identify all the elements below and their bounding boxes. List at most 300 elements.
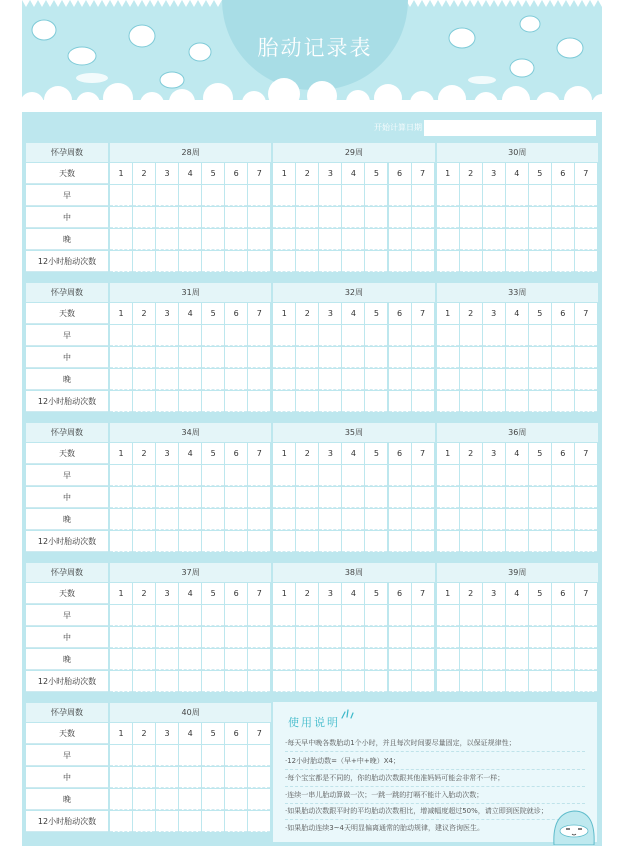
count-cell-evening[interactable] bbox=[225, 369, 247, 390]
count-cell-total[interactable] bbox=[319, 671, 341, 692]
count-cell-morning[interactable] bbox=[248, 605, 270, 626]
count-cell-morning[interactable] bbox=[179, 745, 201, 766]
count-cell-evening[interactable] bbox=[575, 229, 597, 250]
count-cell-noon[interactable] bbox=[483, 347, 505, 368]
count-cell-total[interactable] bbox=[202, 671, 224, 692]
count-cell-evening[interactable] bbox=[110, 649, 132, 670]
count-cell-noon[interactable] bbox=[296, 207, 318, 228]
count-cell-morning[interactable] bbox=[296, 605, 318, 626]
count-cell-total[interactable] bbox=[412, 251, 434, 272]
count-cell-morning[interactable] bbox=[179, 605, 201, 626]
count-cell-evening[interactable] bbox=[296, 509, 318, 530]
count-cell-morning[interactable] bbox=[156, 325, 178, 346]
count-cell-morning[interactable] bbox=[248, 185, 270, 206]
count-cell-total[interactable] bbox=[437, 671, 459, 692]
count-cell-noon[interactable] bbox=[179, 487, 201, 508]
count-cell-evening[interactable] bbox=[437, 509, 459, 530]
count-cell-noon[interactable] bbox=[110, 207, 132, 228]
count-cell-noon[interactable] bbox=[319, 627, 341, 648]
count-cell-total[interactable] bbox=[202, 251, 224, 272]
count-cell-total[interactable] bbox=[179, 671, 201, 692]
count-cell-morning[interactable] bbox=[110, 745, 132, 766]
count-cell-morning[interactable] bbox=[506, 605, 528, 626]
count-cell-noon[interactable] bbox=[202, 207, 224, 228]
count-cell-noon[interactable] bbox=[248, 347, 270, 368]
count-cell-morning[interactable] bbox=[342, 465, 364, 486]
count-cell-morning[interactable] bbox=[296, 465, 318, 486]
count-cell-total[interactable] bbox=[389, 251, 411, 272]
count-cell-evening[interactable] bbox=[552, 229, 574, 250]
count-cell-noon[interactable] bbox=[342, 207, 364, 228]
count-cell-total[interactable] bbox=[460, 531, 482, 552]
count-cell-evening[interactable] bbox=[412, 649, 434, 670]
count-cell-total[interactable] bbox=[248, 671, 270, 692]
count-cell-noon[interactable] bbox=[506, 487, 528, 508]
count-cell-evening[interactable] bbox=[225, 509, 247, 530]
count-cell-morning[interactable] bbox=[273, 325, 295, 346]
count-cell-morning[interactable] bbox=[133, 605, 155, 626]
count-cell-morning[interactable] bbox=[156, 185, 178, 206]
count-cell-evening[interactable] bbox=[225, 789, 247, 810]
count-cell-noon[interactable] bbox=[202, 627, 224, 648]
count-cell-total[interactable] bbox=[437, 251, 459, 272]
count-cell-noon[interactable] bbox=[296, 487, 318, 508]
count-cell-evening[interactable] bbox=[110, 789, 132, 810]
count-cell-total[interactable] bbox=[225, 811, 247, 832]
count-cell-total[interactable] bbox=[296, 531, 318, 552]
count-cell-morning[interactable] bbox=[389, 465, 411, 486]
count-cell-morning[interactable] bbox=[506, 465, 528, 486]
count-cell-morning[interactable] bbox=[225, 185, 247, 206]
count-cell-morning[interactable] bbox=[389, 605, 411, 626]
count-cell-evening[interactable] bbox=[460, 649, 482, 670]
count-cell-morning[interactable] bbox=[202, 745, 224, 766]
count-cell-noon[interactable] bbox=[529, 347, 551, 368]
count-cell-evening[interactable] bbox=[529, 229, 551, 250]
count-cell-evening[interactable] bbox=[483, 369, 505, 390]
count-cell-noon[interactable] bbox=[342, 627, 364, 648]
count-cell-morning[interactable] bbox=[389, 185, 411, 206]
count-cell-total[interactable] bbox=[342, 671, 364, 692]
count-cell-morning[interactable] bbox=[437, 605, 459, 626]
count-cell-evening[interactable] bbox=[342, 369, 364, 390]
count-cell-noon[interactable] bbox=[460, 487, 482, 508]
count-cell-noon[interactable] bbox=[225, 627, 247, 648]
count-cell-evening[interactable] bbox=[437, 649, 459, 670]
count-cell-total[interactable] bbox=[483, 391, 505, 412]
count-cell-total[interactable] bbox=[296, 671, 318, 692]
count-cell-total[interactable] bbox=[437, 531, 459, 552]
count-cell-evening[interactable] bbox=[460, 509, 482, 530]
count-cell-morning[interactable] bbox=[437, 325, 459, 346]
count-cell-evening[interactable] bbox=[110, 229, 132, 250]
count-cell-morning[interactable] bbox=[296, 325, 318, 346]
count-cell-evening[interactable] bbox=[273, 229, 295, 250]
count-cell-morning[interactable] bbox=[110, 605, 132, 626]
count-cell-evening[interactable] bbox=[133, 509, 155, 530]
count-cell-evening[interactable] bbox=[225, 649, 247, 670]
count-cell-morning[interactable] bbox=[552, 185, 574, 206]
count-cell-evening[interactable] bbox=[273, 649, 295, 670]
count-cell-noon[interactable] bbox=[156, 207, 178, 228]
count-cell-total[interactable] bbox=[202, 531, 224, 552]
count-cell-total[interactable] bbox=[506, 251, 528, 272]
count-cell-total[interactable] bbox=[156, 531, 178, 552]
count-cell-evening[interactable] bbox=[179, 789, 201, 810]
count-cell-total[interactable] bbox=[156, 391, 178, 412]
count-cell-total[interactable] bbox=[529, 671, 551, 692]
count-cell-total[interactable] bbox=[575, 531, 597, 552]
count-cell-noon[interactable] bbox=[365, 347, 387, 368]
count-cell-evening[interactable] bbox=[225, 229, 247, 250]
count-cell-evening[interactable] bbox=[319, 649, 341, 670]
count-cell-noon[interactable] bbox=[506, 627, 528, 648]
count-cell-morning[interactable] bbox=[202, 605, 224, 626]
count-cell-total[interactable] bbox=[179, 531, 201, 552]
count-cell-total[interactable] bbox=[248, 251, 270, 272]
count-cell-total[interactable] bbox=[248, 391, 270, 412]
count-cell-total[interactable] bbox=[412, 671, 434, 692]
count-cell-total[interactable] bbox=[225, 251, 247, 272]
count-cell-morning[interactable] bbox=[552, 325, 574, 346]
count-cell-evening[interactable] bbox=[248, 229, 270, 250]
count-cell-total[interactable] bbox=[552, 391, 574, 412]
count-cell-noon[interactable] bbox=[460, 347, 482, 368]
count-cell-evening[interactable] bbox=[483, 229, 505, 250]
count-cell-total[interactable] bbox=[460, 251, 482, 272]
count-cell-evening[interactable] bbox=[437, 369, 459, 390]
count-cell-noon[interactable] bbox=[319, 487, 341, 508]
count-cell-evening[interactable] bbox=[460, 229, 482, 250]
count-cell-noon[interactable] bbox=[575, 627, 597, 648]
count-cell-evening[interactable] bbox=[202, 509, 224, 530]
count-cell-morning[interactable] bbox=[202, 185, 224, 206]
count-cell-noon[interactable] bbox=[529, 627, 551, 648]
count-cell-morning[interactable] bbox=[133, 745, 155, 766]
count-cell-total[interactable] bbox=[202, 811, 224, 832]
count-cell-noon[interactable] bbox=[248, 487, 270, 508]
count-cell-noon[interactable] bbox=[483, 627, 505, 648]
count-cell-noon[interactable] bbox=[202, 487, 224, 508]
count-cell-evening[interactable] bbox=[296, 229, 318, 250]
count-cell-morning[interactable] bbox=[225, 465, 247, 486]
count-cell-total[interactable] bbox=[156, 671, 178, 692]
count-cell-morning[interactable] bbox=[179, 465, 201, 486]
count-cell-noon[interactable] bbox=[133, 767, 155, 788]
count-cell-total[interactable] bbox=[248, 531, 270, 552]
count-cell-noon[interactable] bbox=[110, 487, 132, 508]
count-cell-morning[interactable] bbox=[133, 465, 155, 486]
count-cell-total[interactable] bbox=[296, 391, 318, 412]
count-cell-morning[interactable] bbox=[437, 465, 459, 486]
count-cell-noon[interactable] bbox=[575, 207, 597, 228]
count-cell-total[interactable] bbox=[483, 251, 505, 272]
count-cell-morning[interactable] bbox=[460, 325, 482, 346]
count-cell-noon[interactable] bbox=[552, 347, 574, 368]
count-cell-evening[interactable] bbox=[179, 509, 201, 530]
count-cell-morning[interactable] bbox=[483, 185, 505, 206]
count-cell-total[interactable] bbox=[225, 671, 247, 692]
count-cell-evening[interactable] bbox=[202, 369, 224, 390]
count-cell-noon[interactable] bbox=[483, 207, 505, 228]
count-cell-morning[interactable] bbox=[575, 605, 597, 626]
count-cell-evening[interactable] bbox=[389, 509, 411, 530]
count-cell-total[interactable] bbox=[110, 811, 132, 832]
count-cell-total[interactable] bbox=[319, 531, 341, 552]
count-cell-morning[interactable] bbox=[529, 185, 551, 206]
count-cell-noon[interactable] bbox=[202, 767, 224, 788]
count-cell-morning[interactable] bbox=[365, 185, 387, 206]
count-cell-morning[interactable] bbox=[460, 605, 482, 626]
count-cell-noon[interactable] bbox=[110, 767, 132, 788]
count-cell-evening[interactable] bbox=[179, 369, 201, 390]
count-cell-noon[interactable] bbox=[179, 627, 201, 648]
count-cell-total[interactable] bbox=[248, 811, 270, 832]
count-cell-noon[interactable] bbox=[460, 207, 482, 228]
count-cell-evening[interactable] bbox=[110, 509, 132, 530]
count-cell-total[interactable] bbox=[179, 811, 201, 832]
count-cell-morning[interactable] bbox=[506, 325, 528, 346]
count-cell-morning[interactable] bbox=[483, 605, 505, 626]
count-cell-total[interactable] bbox=[273, 531, 295, 552]
count-cell-evening[interactable] bbox=[133, 229, 155, 250]
count-cell-noon[interactable] bbox=[529, 487, 551, 508]
count-cell-total[interactable] bbox=[552, 251, 574, 272]
count-cell-evening[interactable] bbox=[412, 229, 434, 250]
count-cell-morning[interactable] bbox=[342, 185, 364, 206]
count-cell-morning[interactable] bbox=[202, 465, 224, 486]
count-cell-total[interactable] bbox=[460, 391, 482, 412]
count-cell-evening[interactable] bbox=[575, 649, 597, 670]
count-cell-total[interactable] bbox=[575, 391, 597, 412]
count-cell-total[interactable] bbox=[225, 531, 247, 552]
count-cell-morning[interactable] bbox=[225, 325, 247, 346]
count-cell-noon[interactable] bbox=[296, 347, 318, 368]
count-cell-noon[interactable] bbox=[437, 207, 459, 228]
count-cell-morning[interactable] bbox=[133, 185, 155, 206]
count-cell-morning[interactable] bbox=[133, 325, 155, 346]
count-cell-evening[interactable] bbox=[575, 509, 597, 530]
count-cell-evening[interactable] bbox=[365, 369, 387, 390]
count-cell-evening[interactable] bbox=[179, 649, 201, 670]
count-cell-noon[interactable] bbox=[248, 767, 270, 788]
count-cell-noon[interactable] bbox=[319, 347, 341, 368]
count-cell-noon[interactable] bbox=[389, 207, 411, 228]
count-cell-total[interactable] bbox=[365, 531, 387, 552]
count-cell-total[interactable] bbox=[319, 251, 341, 272]
count-cell-morning[interactable] bbox=[389, 325, 411, 346]
count-cell-morning[interactable] bbox=[483, 325, 505, 346]
count-cell-evening[interactable] bbox=[296, 369, 318, 390]
count-cell-evening[interactable] bbox=[319, 229, 341, 250]
count-cell-morning[interactable] bbox=[342, 325, 364, 346]
count-cell-total[interactable] bbox=[506, 671, 528, 692]
count-cell-evening[interactable] bbox=[156, 649, 178, 670]
count-cell-total[interactable] bbox=[437, 391, 459, 412]
count-cell-morning[interactable] bbox=[273, 605, 295, 626]
count-cell-morning[interactable] bbox=[248, 465, 270, 486]
count-cell-noon[interactable] bbox=[156, 487, 178, 508]
count-cell-morning[interactable] bbox=[248, 325, 270, 346]
count-cell-total[interactable] bbox=[133, 531, 155, 552]
count-cell-noon[interactable] bbox=[575, 347, 597, 368]
count-cell-total[interactable] bbox=[506, 391, 528, 412]
count-cell-noon[interactable] bbox=[110, 347, 132, 368]
count-cell-total[interactable] bbox=[110, 391, 132, 412]
count-cell-total[interactable] bbox=[133, 391, 155, 412]
count-cell-evening[interactable] bbox=[248, 369, 270, 390]
count-cell-morning[interactable] bbox=[248, 745, 270, 766]
count-cell-evening[interactable] bbox=[156, 789, 178, 810]
count-cell-evening[interactable] bbox=[529, 509, 551, 530]
count-cell-evening[interactable] bbox=[365, 229, 387, 250]
count-cell-evening[interactable] bbox=[342, 649, 364, 670]
count-cell-noon[interactable] bbox=[133, 487, 155, 508]
count-cell-morning[interactable] bbox=[365, 465, 387, 486]
count-cell-morning[interactable] bbox=[342, 605, 364, 626]
count-cell-evening[interactable] bbox=[552, 509, 574, 530]
count-cell-noon[interactable] bbox=[389, 627, 411, 648]
count-cell-morning[interactable] bbox=[365, 325, 387, 346]
count-cell-evening[interactable] bbox=[506, 509, 528, 530]
count-cell-total[interactable] bbox=[460, 671, 482, 692]
count-cell-noon[interactable] bbox=[412, 627, 434, 648]
count-cell-total[interactable] bbox=[319, 391, 341, 412]
count-cell-evening[interactable] bbox=[412, 509, 434, 530]
count-cell-total[interactable] bbox=[552, 531, 574, 552]
count-cell-evening[interactable] bbox=[342, 229, 364, 250]
count-cell-morning[interactable] bbox=[319, 465, 341, 486]
count-cell-noon[interactable] bbox=[156, 767, 178, 788]
start-date-input[interactable] bbox=[424, 120, 596, 136]
count-cell-noon[interactable] bbox=[179, 207, 201, 228]
count-cell-morning[interactable] bbox=[575, 185, 597, 206]
count-cell-noon[interactable] bbox=[437, 347, 459, 368]
count-cell-morning[interactable] bbox=[483, 465, 505, 486]
count-cell-total[interactable] bbox=[552, 671, 574, 692]
count-cell-noon[interactable] bbox=[179, 347, 201, 368]
count-cell-morning[interactable] bbox=[552, 465, 574, 486]
count-cell-morning[interactable] bbox=[179, 185, 201, 206]
count-cell-noon[interactable] bbox=[156, 347, 178, 368]
count-cell-total[interactable] bbox=[389, 531, 411, 552]
count-cell-evening[interactable] bbox=[365, 509, 387, 530]
count-cell-evening[interactable] bbox=[437, 229, 459, 250]
count-cell-total[interactable] bbox=[483, 531, 505, 552]
count-cell-noon[interactable] bbox=[273, 347, 295, 368]
count-cell-noon[interactable] bbox=[248, 627, 270, 648]
count-cell-evening[interactable] bbox=[575, 369, 597, 390]
count-cell-morning[interactable] bbox=[225, 605, 247, 626]
count-cell-total[interactable] bbox=[529, 531, 551, 552]
count-cell-morning[interactable] bbox=[202, 325, 224, 346]
count-cell-morning[interactable] bbox=[412, 605, 434, 626]
count-cell-evening[interactable] bbox=[202, 229, 224, 250]
count-cell-total[interactable] bbox=[273, 251, 295, 272]
count-cell-total[interactable] bbox=[342, 251, 364, 272]
count-cell-evening[interactable] bbox=[552, 649, 574, 670]
count-cell-total[interactable] bbox=[412, 391, 434, 412]
count-cell-noon[interactable] bbox=[529, 207, 551, 228]
count-cell-evening[interactable] bbox=[133, 789, 155, 810]
count-cell-noon[interactable] bbox=[506, 347, 528, 368]
count-cell-morning[interactable] bbox=[225, 745, 247, 766]
count-cell-noon[interactable] bbox=[156, 627, 178, 648]
count-cell-morning[interactable] bbox=[412, 325, 434, 346]
count-cell-morning[interactable] bbox=[460, 185, 482, 206]
count-cell-morning[interactable] bbox=[319, 325, 341, 346]
count-cell-morning[interactable] bbox=[575, 325, 597, 346]
count-cell-evening[interactable] bbox=[156, 509, 178, 530]
count-cell-total[interactable] bbox=[273, 391, 295, 412]
count-cell-noon[interactable] bbox=[552, 627, 574, 648]
count-cell-total[interactable] bbox=[529, 391, 551, 412]
count-cell-morning[interactable] bbox=[156, 465, 178, 486]
count-cell-total[interactable] bbox=[110, 531, 132, 552]
count-cell-noon[interactable] bbox=[365, 207, 387, 228]
count-cell-morning[interactable] bbox=[273, 185, 295, 206]
count-cell-noon[interactable] bbox=[342, 487, 364, 508]
count-cell-noon[interactable] bbox=[225, 207, 247, 228]
count-cell-morning[interactable] bbox=[365, 605, 387, 626]
count-cell-evening[interactable] bbox=[389, 229, 411, 250]
count-cell-evening[interactable] bbox=[248, 509, 270, 530]
count-cell-evening[interactable] bbox=[460, 369, 482, 390]
count-cell-noon[interactable] bbox=[412, 347, 434, 368]
count-cell-total[interactable] bbox=[575, 251, 597, 272]
count-cell-morning[interactable] bbox=[529, 605, 551, 626]
count-cell-evening[interactable] bbox=[365, 649, 387, 670]
count-cell-morning[interactable] bbox=[156, 605, 178, 626]
count-cell-total[interactable] bbox=[575, 671, 597, 692]
count-cell-morning[interactable] bbox=[319, 185, 341, 206]
count-cell-morning[interactable] bbox=[460, 465, 482, 486]
count-cell-total[interactable] bbox=[483, 671, 505, 692]
count-cell-noon[interactable] bbox=[389, 347, 411, 368]
count-cell-morning[interactable] bbox=[110, 465, 132, 486]
count-cell-noon[interactable] bbox=[342, 347, 364, 368]
count-cell-evening[interactable] bbox=[412, 369, 434, 390]
count-cell-morning[interactable] bbox=[529, 325, 551, 346]
count-cell-morning[interactable] bbox=[319, 605, 341, 626]
count-cell-total[interactable] bbox=[342, 391, 364, 412]
count-cell-evening[interactable] bbox=[529, 369, 551, 390]
count-cell-evening[interactable] bbox=[202, 649, 224, 670]
count-cell-evening[interactable] bbox=[273, 369, 295, 390]
count-cell-total[interactable] bbox=[156, 251, 178, 272]
count-cell-evening[interactable] bbox=[248, 789, 270, 810]
count-cell-total[interactable] bbox=[156, 811, 178, 832]
count-cell-noon[interactable] bbox=[412, 207, 434, 228]
count-cell-evening[interactable] bbox=[156, 369, 178, 390]
count-cell-evening[interactable] bbox=[133, 369, 155, 390]
count-cell-noon[interactable] bbox=[273, 207, 295, 228]
count-cell-total[interactable] bbox=[225, 391, 247, 412]
count-cell-evening[interactable] bbox=[273, 509, 295, 530]
count-cell-morning[interactable] bbox=[156, 745, 178, 766]
count-cell-morning[interactable] bbox=[296, 185, 318, 206]
count-cell-evening[interactable] bbox=[389, 369, 411, 390]
count-cell-noon[interactable] bbox=[389, 487, 411, 508]
count-cell-noon[interactable] bbox=[202, 347, 224, 368]
count-cell-noon[interactable] bbox=[552, 207, 574, 228]
count-cell-evening[interactable] bbox=[296, 649, 318, 670]
count-cell-noon[interactable] bbox=[225, 487, 247, 508]
count-cell-morning[interactable] bbox=[110, 325, 132, 346]
count-cell-noon[interactable] bbox=[365, 487, 387, 508]
count-cell-evening[interactable] bbox=[202, 789, 224, 810]
count-cell-total[interactable] bbox=[365, 251, 387, 272]
